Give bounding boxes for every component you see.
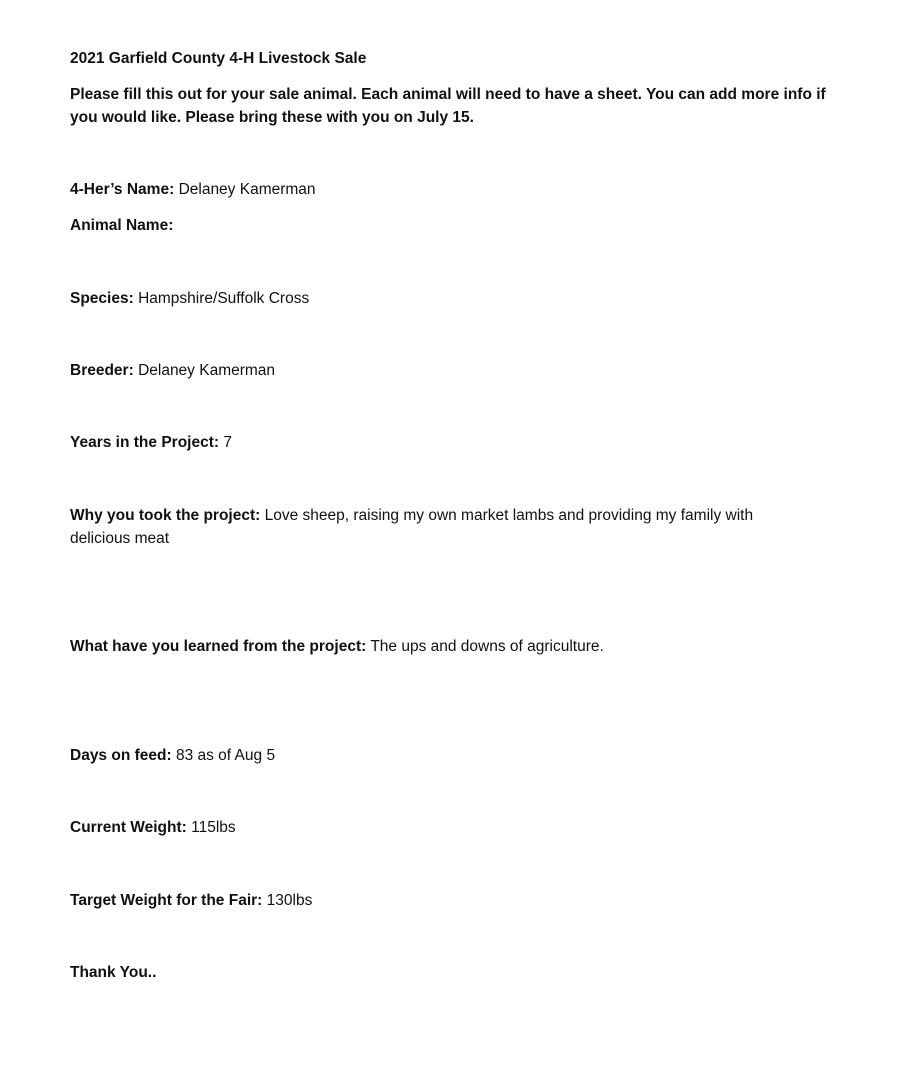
closing-text: Thank You..	[70, 964, 157, 981]
field-breeder-label: Breeder:	[70, 362, 134, 379]
field-target-weight	[70, 889, 840, 912]
field-current-weight-label: Current Weight:	[70, 819, 187, 836]
field-current-weight-value: 115lbs	[191, 819, 236, 836]
document-title: 2021 Garfield County 4-H Livestock Sale	[70, 50, 367, 67]
field-days-on-feed-label: Days on feed:	[70, 747, 172, 764]
field-target-weight-label: Target Weight for the Fair:	[70, 892, 263, 909]
field-name-value: Delaney Kamerman	[178, 181, 316, 198]
field-name	[70, 178, 840, 201]
field-species-label: Species:	[70, 290, 134, 307]
field-years-label: Years in the Project:	[70, 434, 220, 451]
field-why	[70, 504, 800, 550]
field-days-on-feed	[70, 744, 840, 767]
field-species	[70, 287, 840, 310]
field-breeder	[70, 359, 840, 382]
field-target-weight-value: 130lbs	[266, 892, 313, 909]
field-years-value: 7	[223, 434, 232, 451]
field-years	[70, 431, 840, 454]
field-animal-name-label: Animal Name:	[70, 217, 174, 234]
instructions-text: Please fill this out for your sale animal. Each animal will need to have a sheet. You can add more info if you would like. Please bring these with you on July 15.	[70, 86, 826, 126]
field-learned	[70, 635, 840, 658]
field-breeder-value: Delaney Kamerman	[138, 362, 276, 379]
field-name-label: 4-Her’s Name:	[70, 181, 175, 198]
field-species-value: Hampshire/Suffolk Cross	[138, 290, 310, 307]
field-why-value: Love sheep, raising my own market lambs and providing my family with delicious meat	[70, 507, 754, 547]
field-animal-name	[70, 214, 840, 237]
field-days-on-feed-value: 83 as of Aug 5	[175, 747, 276, 764]
field-current-weight	[70, 816, 840, 839]
field-learned-label: What have you learned from the project:	[70, 638, 367, 655]
field-why-label: Why you took the project:	[70, 507, 261, 524]
field-learned-value: The ups and downs of agriculture.	[370, 638, 604, 655]
